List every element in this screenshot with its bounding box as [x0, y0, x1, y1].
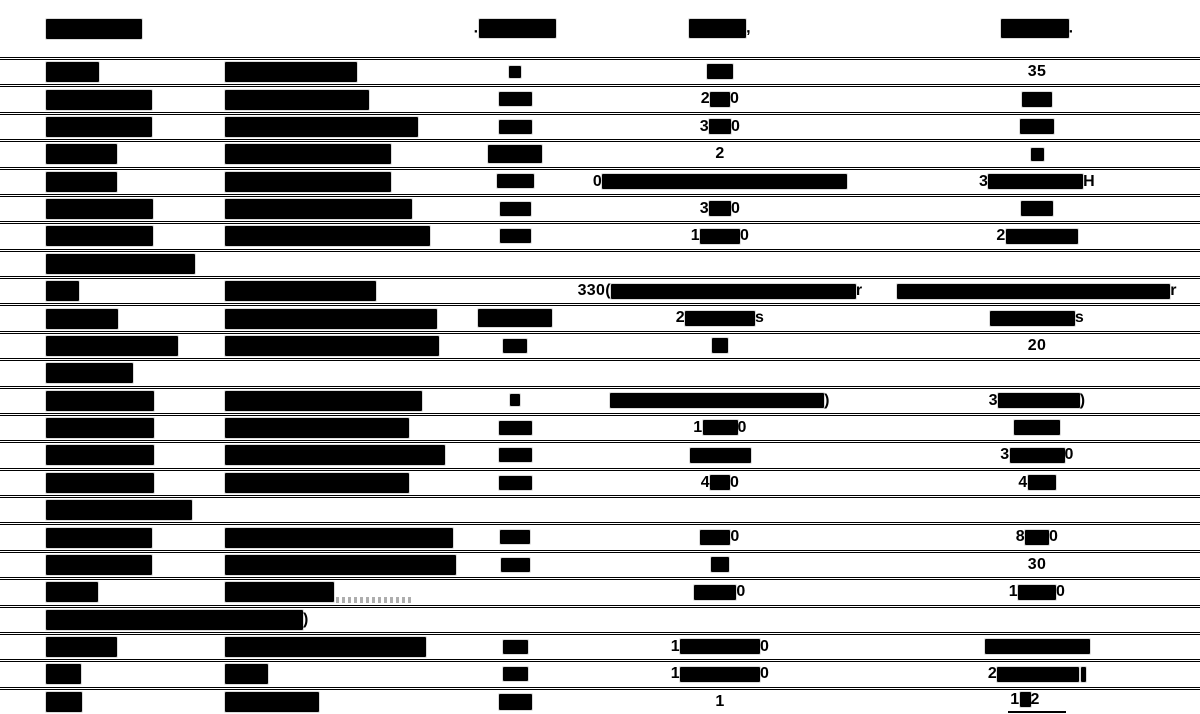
value-text: 2 [996, 227, 1006, 245]
value-text: 1 [670, 637, 680, 655]
value-text: 30 [1027, 555, 1047, 573]
redaction-bar [499, 421, 532, 435]
redaction-bar [689, 19, 746, 38]
value2-cell [880, 91, 1194, 109]
description-cell [225, 172, 470, 192]
param-cell [46, 336, 225, 356]
unit-cell [470, 474, 560, 492]
redaction-bar [509, 66, 521, 78]
redaction-bar [225, 582, 334, 602]
redaction-bar [1020, 119, 1054, 134]
redaction-bar [46, 309, 118, 329]
table-row [0, 577, 1200, 604]
section-row [0, 605, 1200, 632]
value-text: 0 [760, 637, 770, 655]
unit-cell [470, 173, 560, 191]
param-cell [46, 692, 225, 712]
description-cell [225, 226, 470, 246]
param-cell [46, 637, 225, 657]
value-text: 0 [1064, 446, 1074, 464]
redaction-bar [703, 420, 738, 435]
unit-cell [470, 118, 560, 136]
table-row [0, 139, 1200, 166]
description-cell [225, 281, 470, 301]
unit-cell [470, 145, 560, 163]
table-row [0, 221, 1200, 248]
value1-cell [560, 200, 880, 218]
redaction-bar [225, 172, 391, 192]
unit-cell [470, 227, 560, 245]
value1-cell [560, 693, 880, 711]
table-row [0, 413, 1200, 440]
table-row [0, 550, 1200, 577]
value-text: s [755, 309, 765, 327]
redaction-bar [711, 557, 729, 572]
param-cell [46, 226, 225, 246]
description-cell [225, 336, 470, 356]
value-text: 0 [740, 227, 750, 245]
value2-cell [880, 392, 1194, 410]
redaction-bar [46, 62, 99, 82]
redaction-bar [225, 528, 453, 548]
redaction-bar [997, 667, 1079, 682]
value1-cell [560, 19, 880, 38]
table-row [0, 167, 1200, 194]
value-text: 1 [1008, 583, 1018, 601]
redaction-bar [685, 311, 755, 326]
description-cell [225, 555, 470, 575]
param-cell [46, 528, 225, 548]
value-text: ) [824, 391, 830, 409]
value-text: 2 [700, 90, 710, 108]
redaction-bar [700, 530, 730, 545]
redaction-bar [1018, 585, 1056, 600]
value2-cell [880, 19, 1194, 38]
value-text: s [1074, 309, 1085, 327]
value-text: 0 [731, 117, 741, 135]
value1-cell [560, 446, 880, 464]
value-text: 330( [577, 282, 611, 300]
table-row [0, 276, 1200, 303]
value2-cell [880, 282, 1194, 300]
table-row [0, 440, 1200, 467]
value2-cell [880, 118, 1194, 136]
redaction-bar [499, 476, 532, 490]
description-cell [225, 117, 470, 137]
description-cell [225, 582, 470, 602]
unit-cell [470, 446, 560, 464]
redaction-bar [503, 667, 528, 681]
value-text: 3 [699, 199, 709, 217]
description-cell [225, 418, 470, 438]
redaction-bar [710, 475, 730, 490]
param-cell [46, 117, 225, 137]
value1-cell [560, 665, 880, 683]
value2-cell [880, 583, 1194, 601]
param-cell [46, 473, 225, 493]
redaction-bar [707, 64, 733, 79]
redaction-bar [500, 530, 530, 544]
description-cell [225, 309, 470, 329]
redaction-bar [709, 201, 731, 216]
unit-cell [470, 91, 560, 109]
value-text: 3 [1000, 446, 1010, 464]
redaction-bar [46, 391, 154, 411]
redaction-bar [610, 393, 824, 408]
redaction-bar [1028, 475, 1056, 490]
unit-cell [470, 693, 560, 711]
redaction-bar [497, 174, 534, 188]
table-row [0, 468, 1200, 495]
param-cell [46, 309, 225, 329]
value1-cell [560, 419, 880, 437]
table-row [0, 303, 1200, 330]
redaction-bar [46, 172, 117, 192]
value-text: 35 [1027, 63, 1047, 81]
table-row [0, 522, 1200, 549]
redaction-bar [225, 226, 430, 246]
value-text: ) [303, 610, 309, 628]
value1-cell [560, 173, 880, 191]
redaction-bar [990, 311, 1075, 326]
table-row [0, 632, 1200, 659]
description-cell [225, 391, 470, 411]
param-cell [46, 391, 225, 411]
unit-cell [470, 529, 560, 547]
redaction-bar [712, 338, 728, 353]
redaction-bar [46, 473, 154, 493]
value2-cell [880, 419, 1194, 437]
redaction-bar [225, 555, 456, 575]
param-cell [46, 90, 225, 110]
param-cell [46, 281, 225, 301]
value-text: 20 [1027, 336, 1047, 354]
redaction-bar [46, 199, 153, 219]
param-cell [46, 445, 225, 465]
unit-cell [470, 63, 560, 81]
description-cell [225, 199, 470, 219]
redaction-bar [694, 585, 736, 600]
param-cell [46, 555, 225, 575]
value-text: 3 [978, 172, 989, 190]
redaction-bar [1020, 692, 1031, 707]
value2-cell [880, 63, 1194, 81]
table-row [0, 112, 1200, 139]
param-cell [46, 62, 225, 82]
redaction-bar [1022, 92, 1052, 107]
redaction-bar [46, 363, 133, 383]
table-row [0, 331, 1200, 358]
value-text: H [1083, 172, 1096, 190]
redaction-bar [225, 664, 268, 684]
param-cell [46, 172, 225, 192]
redaction-bar [225, 336, 439, 356]
value1-cell [560, 337, 880, 355]
redaction-bar [225, 62, 357, 82]
redaction-bar [46, 254, 195, 274]
description-cell [225, 90, 470, 110]
value1-cell [560, 90, 880, 108]
value1-cell [560, 63, 880, 81]
description-cell [225, 664, 470, 684]
redaction-bar [46, 281, 79, 301]
value-text: 0 [730, 90, 740, 108]
redaction-bar [499, 92, 532, 106]
redaction-bar [46, 226, 153, 246]
value-text: 0 [592, 172, 603, 190]
value2-cell [880, 337, 1194, 355]
redaction-bar [46, 19, 142, 39]
redaction-bar [225, 117, 418, 137]
description-cell [225, 637, 470, 657]
value-text: 4 [1018, 473, 1028, 491]
value-text: 1 [693, 418, 703, 436]
value2-cell [880, 474, 1194, 492]
redaction-bar [680, 639, 760, 654]
redaction-bar [510, 394, 520, 406]
redaction-bar [225, 445, 445, 465]
value1-cell [560, 583, 880, 601]
value2-cell [880, 145, 1194, 163]
redaction-bar [225, 281, 376, 301]
unit-cell [470, 665, 560, 683]
redaction-bar [1010, 448, 1065, 463]
redaction-bar [500, 202, 531, 216]
description-cell [225, 62, 470, 82]
redaction-bar [46, 555, 152, 575]
redaction-bar [46, 144, 117, 164]
redaction-bar [46, 610, 303, 630]
value2-cell [880, 528, 1194, 546]
redaction-bar [225, 391, 422, 411]
value-text: 0 [737, 418, 747, 436]
redaction-bar [1001, 19, 1069, 38]
unit-cell [470, 556, 560, 574]
value1-cell [560, 227, 880, 245]
redaction-bar [499, 448, 532, 462]
redaction-bar [46, 336, 178, 356]
description-cell [225, 445, 470, 465]
redaction-bar [225, 637, 426, 657]
redaction-bar [503, 640, 528, 654]
value1-cell [560, 145, 880, 163]
redaction-bar [46, 90, 152, 110]
redaction-bar [988, 174, 1083, 189]
redaction-bar [1025, 530, 1049, 545]
redaction-bar [225, 692, 319, 712]
table-row [0, 84, 1200, 111]
value-text: r [1170, 282, 1177, 300]
redaction-bar [46, 418, 154, 438]
redaction-bar [46, 582, 98, 602]
param-cell [46, 664, 225, 684]
value1-cell [560, 556, 880, 574]
redaction-bar [479, 19, 556, 38]
param-cell [46, 418, 225, 438]
table-row [0, 386, 1200, 413]
value2-cell [880, 200, 1194, 218]
description-cell [225, 473, 470, 493]
redaction-bar [602, 174, 847, 189]
redaction-bar [46, 500, 192, 520]
unit-cell [470, 200, 560, 218]
header-row [0, 0, 1200, 57]
value-text: 2 [987, 665, 998, 683]
value-text: 0 [736, 583, 746, 601]
value-text: 0 [731, 199, 741, 217]
redaction-bar [225, 90, 369, 110]
value1-cell [560, 638, 880, 656]
redaction-bar [478, 309, 552, 327]
value-text: 0 [1049, 528, 1059, 546]
value-text: 1 [690, 227, 700, 245]
param-cell [46, 582, 225, 602]
redaction-bar [710, 92, 730, 107]
table-row [0, 57, 1200, 84]
value2-cell [880, 665, 1194, 683]
description-cell [225, 692, 470, 712]
value2-cell [880, 556, 1194, 574]
value1-cell [560, 309, 880, 327]
value-text: 8 [1015, 528, 1025, 546]
unit-cell [470, 337, 560, 355]
redaction-bar [503, 339, 527, 353]
redaction-bar [709, 119, 731, 134]
redaction-bar [225, 473, 409, 493]
param-cell [46, 199, 225, 219]
value2-cell [880, 227, 1194, 245]
unit-cell [470, 309, 560, 327]
redaction-bar [680, 667, 760, 682]
value-text: r [855, 282, 863, 300]
redaction-bar [1021, 201, 1053, 216]
redaction-bar [46, 117, 152, 137]
description-cell [225, 528, 470, 548]
table-row [0, 194, 1200, 221]
value-text: 4 [700, 473, 710, 491]
redaction-bar [46, 664, 81, 684]
redaction-bar [225, 418, 409, 438]
value-text: 1 [1010, 690, 1020, 708]
description-cell [225, 144, 470, 164]
value-text: , [746, 19, 751, 37]
underline-group [1008, 691, 1065, 713]
redaction-bar [499, 120, 532, 134]
redaction-bar [500, 229, 531, 243]
redaction-bar [46, 528, 152, 548]
redaction-bar [700, 229, 740, 244]
param-cell [46, 144, 225, 164]
unit-cell [470, 19, 560, 38]
redaction-bar [1006, 229, 1078, 244]
value-text: ) [1079, 391, 1086, 409]
value2-cell [880, 173, 1194, 191]
redaction-bar [488, 145, 542, 163]
redaction-bar [499, 694, 532, 710]
value1-cell [560, 474, 880, 492]
redaction-bar [501, 558, 530, 572]
redaction-bar [225, 199, 412, 219]
value-text: 3 [699, 117, 709, 135]
redaction-bar [1081, 667, 1086, 682]
redaction-bar [225, 144, 391, 164]
unit-cell [470, 638, 560, 656]
section-row [0, 249, 1200, 276]
value-text: 2 [675, 309, 685, 327]
value2-cell [880, 446, 1194, 464]
value1-cell [560, 118, 880, 136]
section-row [0, 495, 1200, 522]
value-text: 3 [988, 391, 998, 409]
value-text: 1 [670, 665, 680, 683]
value-text: . [1068, 19, 1074, 37]
value-text: 0 [760, 665, 770, 683]
value-text: . [473, 19, 479, 37]
value1-cell [560, 282, 880, 300]
table-row [0, 659, 1200, 686]
value-text: 0 [730, 528, 740, 546]
value2-cell [880, 691, 1194, 713]
redaction-bar [225, 309, 437, 329]
redaction-bar [46, 637, 117, 657]
gray-remnant [336, 597, 414, 603]
value1-cell [560, 528, 880, 546]
redaction-bar [690, 448, 751, 463]
value2-cell [880, 638, 1194, 656]
value1-cell [560, 392, 880, 410]
redaction-bar [998, 393, 1080, 408]
redaction-bar [1014, 420, 1060, 435]
redaction-bar [985, 639, 1090, 654]
table-row [0, 687, 1200, 714]
section-row [0, 358, 1200, 385]
value-text: 0 [730, 473, 740, 491]
redaction-bar [1031, 148, 1044, 161]
value-text: 0 [1056, 583, 1066, 601]
unit-cell [470, 419, 560, 437]
param-cell [46, 19, 225, 39]
unit-cell [470, 392, 560, 410]
value-text: 2 [715, 145, 725, 163]
redaction-bar [46, 692, 82, 712]
redaction-bar [897, 284, 1170, 299]
value-text: 2 [1030, 690, 1040, 708]
value-text: 1 [715, 692, 725, 710]
value2-cell [880, 309, 1194, 327]
redaction-bar [611, 284, 856, 299]
redaction-bar [46, 445, 154, 465]
